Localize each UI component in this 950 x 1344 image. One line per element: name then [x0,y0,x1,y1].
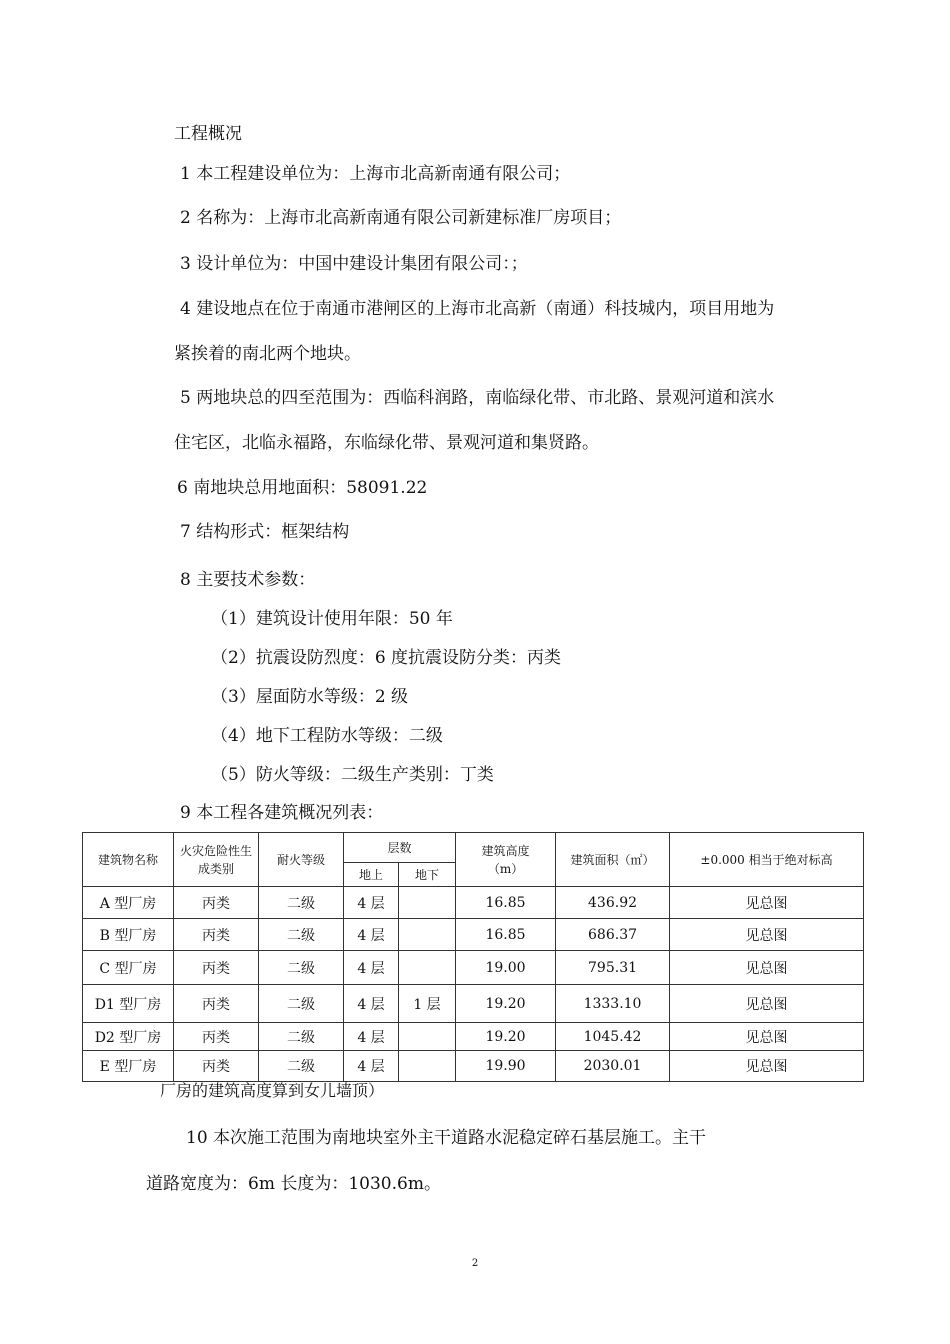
cell-area: 1045.42 [556,1023,670,1051]
cell-area: 795.31 [556,951,670,985]
cell-elevation: 见总图 [670,919,864,951]
cell-below [399,919,456,951]
cell-height: 19.20 [456,1023,556,1051]
table-row [83,985,864,1023]
cell-fire: 二级 [259,887,344,919]
cell-name: D2 型厂房 [83,1023,174,1051]
cell-area: 1333.10 [556,985,670,1023]
cell-height: 19.20 [456,985,556,1023]
cell-hazard: 丙类 [174,887,259,919]
cell-hazard: 丙类 [174,985,259,1023]
param-2: （2）抗震设防烈度：6 度抗震设防分类：丙类 [211,648,562,668]
cell-below [399,951,456,985]
table-note: 厂房的建筑高度算到女儿墙顶） [160,1081,385,1100]
cell-below: 1 层 [399,985,456,1023]
cell-elevation: 见总图 [670,887,864,919]
cell-above: 4 层 [344,951,399,985]
item-10-line2: 道路宽度为：6m 长度为：1030.6m。 [146,1174,441,1194]
item-5-line2: 住宅区，北临永福路，东临绿化带、景观河道和集贤路。 [174,433,599,453]
param-3: （3）屋面防水等级：2 级 [211,687,409,707]
item-6: 6 南地块总用地面积：58091.22 [177,478,428,498]
cell-area: 2030.01 [556,1051,670,1082]
header-fire-rating: 耐火等级 [259,833,344,887]
heading: 工程概况 [174,124,242,144]
cell-hazard: 丙类 [174,1051,259,1082]
header-above-ground: 地上 [344,863,399,887]
cell-height: 16.85 [456,887,556,919]
cell-above: 4 层 [344,1023,399,1051]
item-7: 7 结构形式：框架结构 [180,522,350,542]
cell-height: 19.00 [456,951,556,985]
cell-above: 4 层 [344,919,399,951]
cell-elevation: 见总图 [670,1051,864,1082]
table-row [83,919,864,951]
header-building-name: 建筑物名称 [83,833,174,887]
cell-area: 686.37 [556,919,670,951]
cell-elevation: 见总图 [670,1023,864,1051]
item-8: 8 主要技术参数： [180,570,316,590]
cell-hazard: 丙类 [174,1023,259,1051]
param-5: （5）防火等级：二级生产类别：丁类 [211,765,494,785]
cell-fire: 二级 [259,919,344,951]
cell-name: A 型厂房 [83,887,174,919]
cell-area: 436.92 [556,887,670,919]
cell-below [399,1023,456,1051]
header-hazard-category: 火灾危险性生成类别 [174,833,259,887]
cell-fire: 二级 [259,1051,344,1082]
table-row [83,887,864,919]
cell-fire: 二级 [259,1023,344,1051]
item-4-line2: 紧挨着的南北两个地块。 [174,344,361,364]
item-4-line1: 4 建设地点在位于南通市港闸区的上海市北高新（南通）科技城内，项目用地为 [180,299,775,319]
header-below-ground: 地下 [399,863,456,887]
param-4: （4）地下工程防水等级：二级 [211,726,443,746]
cell-elevation: 见总图 [670,951,864,985]
item-2: 2 名称为：上海市北高新南通有限公司新建标准厂房项目； [180,208,622,228]
cell-above: 4 层 [344,887,399,919]
table-row [83,951,864,985]
cell-above: 4 层 [344,985,399,1023]
cell-below [399,887,456,919]
header-area: 建筑面积（㎡） [556,833,670,887]
cell-hazard: 丙类 [174,951,259,985]
cell-fire: 二级 [259,951,344,985]
cell-fire: 二级 [259,985,344,1023]
cell-below [399,1051,456,1082]
item-3: 3 设计单位为：中国中建设计集团有限公司：； [180,254,528,274]
cell-height: 19.90 [456,1051,556,1082]
header-height: 建筑高度（m） [456,833,556,887]
cell-name: D1 型厂房 [83,985,174,1023]
header-elevation: ±0.000 相当于绝对标高 [670,833,864,887]
table-caption: 9 本工程各建筑概况列表： [180,803,384,823]
item-1: 1 本工程建设单位为：上海市北高新南通有限公司； [180,164,571,184]
cell-above: 4 层 [344,1051,399,1082]
header-floors: 层数 [344,833,456,863]
page-number: 2 [471,1258,479,1269]
cell-name: C 型厂房 [83,951,174,985]
cell-name: E 型厂房 [83,1051,174,1082]
item-10-line1: 10 本次施工范围为南地块室外主干道路水泥稳定碎石基层施工。主干 [186,1128,707,1148]
item-5-line1: 5 两地块总的四至范围为：西临科润路，南临绿化带、市北路、景观河道和滨水 [180,388,775,408]
buildings-table [82,832,864,1082]
cell-hazard: 丙类 [174,919,259,951]
param-1: （1）建筑设计使用年限：50 年 [211,609,453,629]
table-row [83,1051,864,1082]
table-row [83,1023,864,1051]
cell-height: 16.85 [456,919,556,951]
cell-elevation: 见总图 [670,985,864,1023]
cell-name: B 型厂房 [83,919,174,951]
